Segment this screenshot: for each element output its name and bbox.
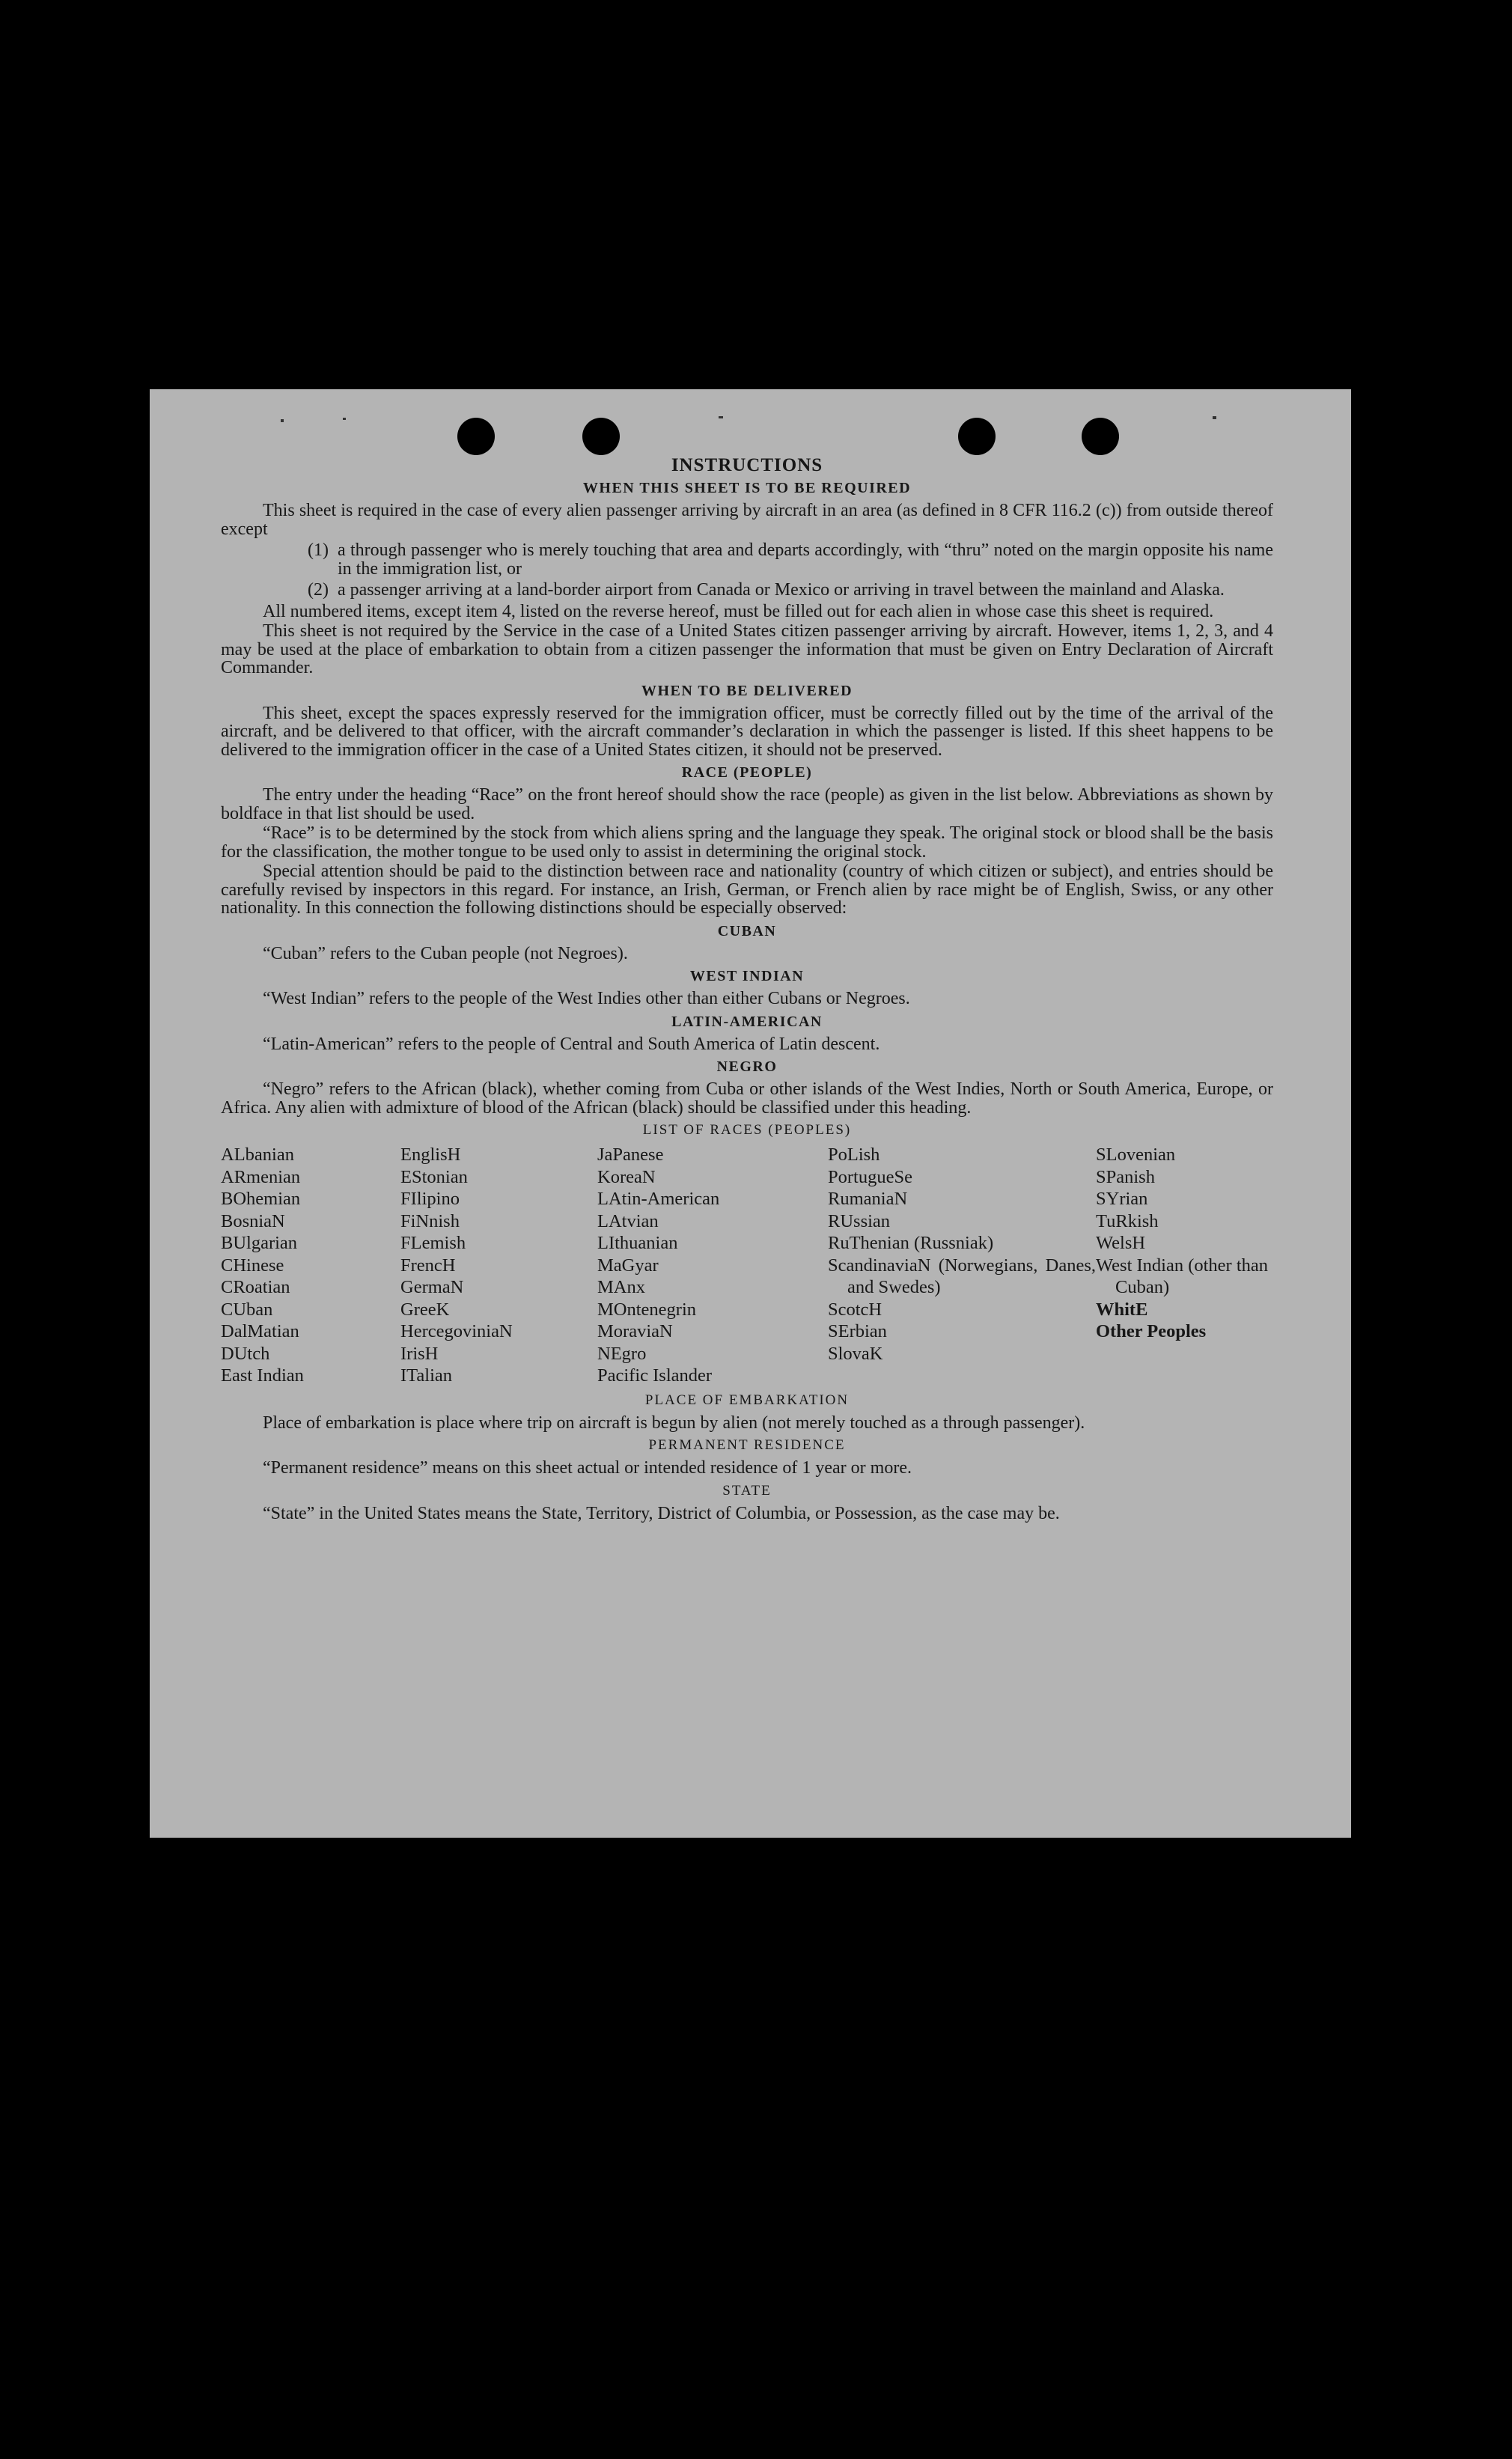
race-entry: GreeK: [400, 1299, 450, 1320]
race-entry: FIlipino: [400, 1189, 460, 1209]
item-text: a passenger arriving at a land-border airport from Canada or Mexico or arriving in travel between the mainland and Alaska.: [338, 580, 1225, 600]
race-entry: FrencH: [400, 1255, 456, 1276]
race-entry: BosniaN: [221, 1210, 285, 1231]
race-entry: HercegoviniaN: [400, 1321, 513, 1341]
race-entry: SlovaK: [828, 1343, 883, 1364]
paragraph: This sheet is required in the case of every alien passenger arriving by aircraft in an area (as defined in 8 CFR 116.2 (c)) from outside thereof except: [221, 501, 1273, 539]
race-entry: WhitE: [1096, 1299, 1148, 1320]
race-entry: PortugueSe: [828, 1166, 912, 1187]
race-entry: BOhemian: [221, 1189, 301, 1209]
races-column: [400, 1144, 597, 1387]
race-entry: TuRkish: [1096, 1210, 1159, 1231]
exception-item: [308, 541, 1273, 578]
race-entry: MOntenegrin: [597, 1299, 696, 1320]
race-entry: NEgro: [597, 1343, 647, 1364]
race-entry: CHinese: [221, 1255, 284, 1276]
race-entry: MAnx: [597, 1277, 645, 1297]
race-entry: ScotcH: [828, 1299, 882, 1320]
race-entry: SErbian: [828, 1321, 887, 1341]
punch-hole: [457, 418, 495, 455]
punch-hole: [582, 418, 620, 455]
races-list: [221, 1144, 1273, 1387]
races-column: [597, 1144, 828, 1387]
paragraph: “West Indian” refers to the people of the West Indies other than either Cubans or Negroes.: [263, 989, 910, 1008]
race-entry: GermaN: [400, 1277, 464, 1297]
section-heading: WHEN THIS SHEET IS TO BE REQUIRED: [582, 480, 912, 496]
race-entry: RumaniaN: [828, 1189, 908, 1209]
race-entry: East Indian: [221, 1365, 304, 1386]
paragraph: “Negro” refers to the African (black), whether coming from Cuba or other islands of the West Indies, North or South America, Europe, or Africa. Any alien with admixture of blood of the African (black) should be classified under this heading.: [221, 1079, 1273, 1118]
race-entry: LAtvian: [597, 1210, 659, 1231]
race-entry: Pacific Islander: [597, 1365, 713, 1386]
races-column: [1096, 1144, 1280, 1387]
paragraph: Place of embarkation is place where trip on aircraft is begun by alien (not merely touched as a through passenger).: [263, 1413, 1085, 1433]
speck: [281, 419, 284, 422]
section-heading: LATIN-AMERICAN: [671, 1013, 823, 1030]
paragraph: This sheet, except the spaces expressly reserved for the immigration officer, must be correctly filled out by the time of the arrival of the aircraft, and be delivered to that officer, with the aircraft commander’s declaration in which the passenger is listed. If this sheet happens to be delivered to the immigration officer in the case of a United States citizen, it should not be preserved.: [221, 703, 1273, 760]
paragraph: “State” in the United States means the State, Territory, District of Columbia, or Possession, as the case may be.: [263, 1503, 1060, 1523]
race-entry: DalMatian: [221, 1321, 299, 1341]
race-entry: West Indian (other than Cuban): [1096, 1255, 1269, 1297]
race-entry: KoreaN: [597, 1166, 656, 1187]
paragraph: “Permanent residence” means on this sheet actual or intended residence of 1 year or more.: [263, 1458, 912, 1478]
race-entry: FLemish: [400, 1233, 466, 1253]
paragraph: “Cuban” refers to the Cuban people (not Negroes).: [263, 943, 628, 963]
race-entry: EnglisH: [400, 1145, 461, 1165]
race-entry: FiNnish: [400, 1210, 460, 1231]
speck: [1213, 416, 1216, 419]
race-entry: IrisH: [400, 1343, 439, 1364]
race-entry: LIthuanian: [597, 1233, 678, 1253]
race-entry: CRoatian: [221, 1277, 290, 1297]
race-entry: MoraviaN: [597, 1321, 673, 1341]
punch-hole: [1082, 418, 1119, 455]
race-entry: SYrian: [1096, 1189, 1148, 1209]
paragraph: Special attention should be paid to the distinction between race and nationality (country of which citizen or subject), and entries should be carefully revised by inspectors in this regard. For instance, an Irish, German, or French alien by race might be of English, Swiss, or any other nationality. In this connection the following distinctions should be especially observed:: [221, 862, 1273, 918]
race-entry: ITalian: [400, 1365, 453, 1386]
section-heading: STATE: [722, 1482, 772, 1499]
section-heading: LIST OF RACES (PEOPLES): [642, 1122, 852, 1138]
section-heading: CUBAN: [717, 922, 777, 939]
section-heading: PERMANENT RESIDENCE: [648, 1437, 846, 1453]
paragraph: The entry under the heading “Race” on the front hereof should show the race (people) as given in the list below. Abbreviations as shown by boldface in that list should be used.: [221, 785, 1273, 823]
race-entry: Other Peoples: [1096, 1321, 1207, 1341]
race-entry: JaPanese: [597, 1145, 664, 1165]
race-entry: RuThenian (Russniak): [828, 1233, 994, 1253]
race-entry: SLovenian: [1096, 1145, 1176, 1165]
race-entry: DUtch: [221, 1343, 270, 1364]
race-entry: ARmenian: [221, 1166, 301, 1187]
race-entry: BUlgarian: [221, 1233, 298, 1253]
race-entry: ScandinaviaN (Norwegians, Danes, and Swedes): [828, 1255, 1096, 1297]
races-column: [828, 1144, 1096, 1387]
instruction-sheet: [150, 389, 1351, 1838]
section-heading: WEST INDIAN: [689, 968, 805, 984]
race-entry: EStonian: [400, 1166, 468, 1187]
speck: [343, 418, 346, 420]
race-entry: WelsH: [1096, 1233, 1146, 1253]
item-number: (1): [308, 540, 329, 560]
section-heading: NEGRO: [716, 1058, 778, 1075]
page-title: INSTRUCTIONS: [671, 455, 823, 475]
race-entry: SPanish: [1096, 1166, 1155, 1187]
paragraph: All numbered items, except item 4, listed on the reverse hereof, must be filled out for each alien in whose case this sheet is required.: [263, 601, 1214, 621]
races-column: [221, 1144, 400, 1387]
section-heading: RACE (PEOPLE): [681, 764, 813, 781]
section-heading: WHEN TO BE DELIVERED: [641, 682, 853, 699]
punch-hole: [958, 418, 996, 455]
paragraph: “Race” is to be determined by the stock from which aliens spring and the language they speak. The original stock or blood shall be the basis for the classification, the mother tongue to be used only to assist in determining the original stock.: [221, 823, 1273, 862]
race-entry: LAtin-American: [597, 1189, 720, 1209]
section-heading: PLACE OF EMBARKATION: [644, 1392, 850, 1408]
race-entry: CUban: [221, 1299, 273, 1320]
speck: [719, 416, 723, 418]
item-number: (2): [308, 580, 329, 600]
race-entry: RUssian: [828, 1210, 891, 1231]
race-entry: ALbanian: [221, 1145, 294, 1165]
item-text: a through passenger who is merely touching that area and departs accordingly, with “thru” noted on the margin opposite his name in the immigration list, or: [338, 540, 1273, 579]
paragraph: This sheet is not required by the Service in the case of a United States citizen passenger arriving by aircraft. However, items 1, 2, 3, and 4 may be used at the place of embarkation to obtain from a citizen passenger the information that must be given on Entry Declaration of Aircraft Commander.: [221, 621, 1273, 677]
race-entry: MaGyar: [597, 1255, 659, 1276]
race-entry: PoLish: [828, 1145, 880, 1165]
paragraph: “Latin-American” refers to the people of Central and South America of Latin descent.: [263, 1034, 880, 1054]
exception-item: [308, 581, 1273, 600]
